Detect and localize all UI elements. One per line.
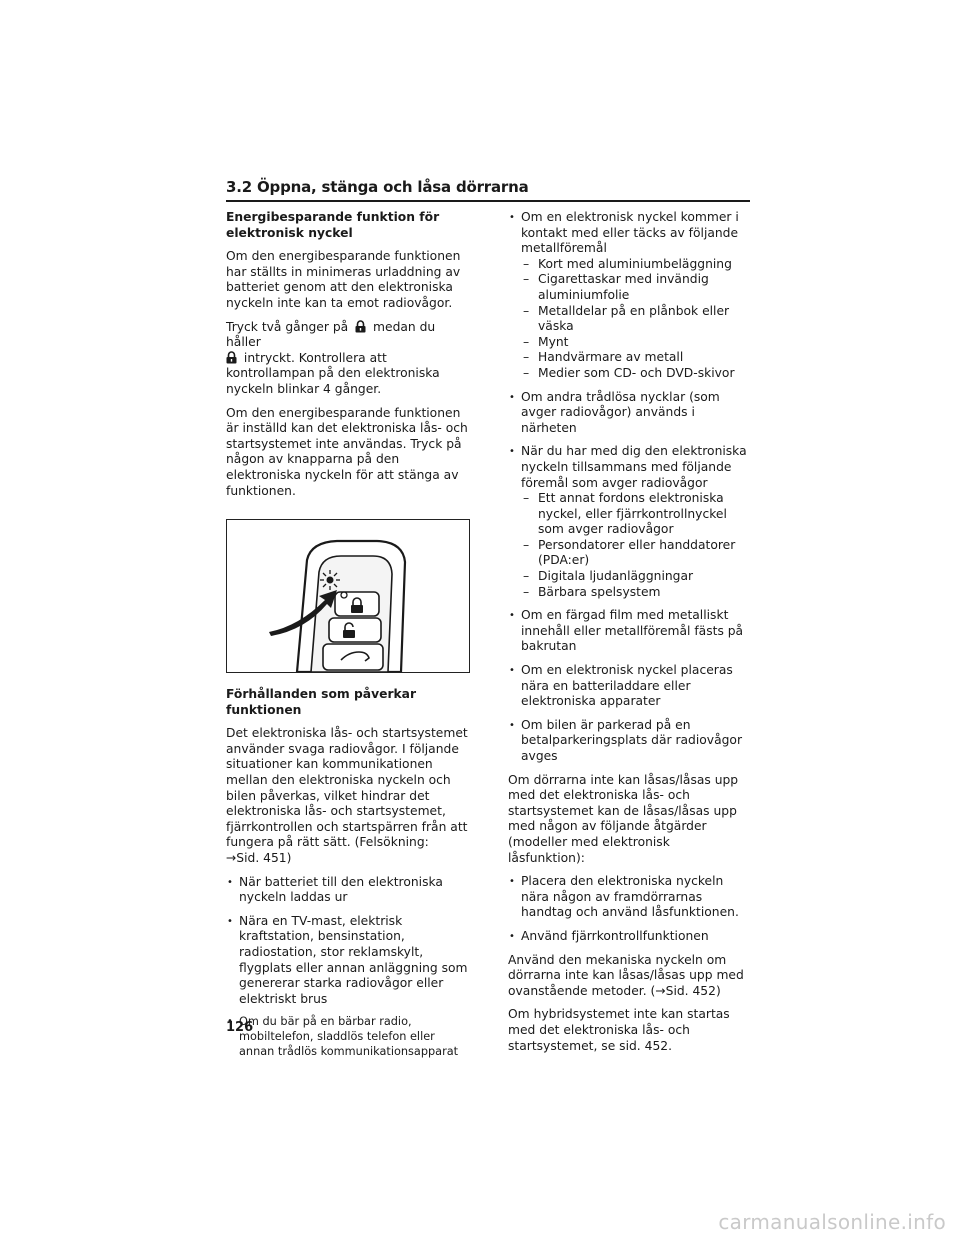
instruction-text-c: intryckt. Kontrollera att kontrollampan på den elektroniska nyckeln blinkar 4 gånger. bbox=[226, 350, 440, 396]
heading-energy-saving: Energibesparande funktion för elektronisk nyckel bbox=[226, 210, 440, 240]
list-item: • Nära en TV-mast, elektrisk kraftstation, bensinstation, radiostation, stor reklamskylt, flygplats eller annan anläggning som genererar starka radiovågor eller elektriskt brus bbox=[226, 914, 470, 1008]
sub-list-item: – Mynt bbox=[521, 335, 750, 351]
paragraph-energy-intro: Om den energibesparande funktionen har ställts in minimeras urladdning av batteriet genom att den elektroniska nyckeln inte kan ta emot radiovågor. bbox=[226, 249, 461, 310]
paragraph-conditions bbox=[226, 726, 470, 866]
page-reference-link[interactable]: →Sid. 451) bbox=[226, 851, 292, 866]
section-header bbox=[226, 178, 750, 202]
section-divider bbox=[226, 200, 750, 202]
list-item: • När batteriet till den elektroniska nyckeln laddas ur bbox=[226, 875, 470, 906]
list-item: • Om du bär på en bärbar radio, mobiltelefon, sladdlös telefon eller annan trådlös kommunikationsapparat bbox=[226, 1015, 470, 1059]
list-item bbox=[508, 210, 750, 382]
list-item: • Om bilen är parkerad på en betalparkeringsplats där radiovågor avges bbox=[508, 718, 750, 765]
list-item: • Placera den elektroniska nyckeln nära någon av framdörrarnas handtag och använd låsfunktionen. bbox=[508, 874, 750, 921]
paragraph-hybrid-start: Om hybridsystemet inte kan startas med det elektroniska lås- och startsystemet, se sid. 452. bbox=[508, 1007, 730, 1053]
lock-actions-list bbox=[508, 874, 750, 944]
instruction-text-a: Tryck två gånger på bbox=[226, 319, 349, 334]
conditions-list bbox=[226, 875, 470, 1060]
list-item: • Om en elektronisk nyckel placeras nära en batteriladdare eller elektroniska apparater bbox=[508, 663, 750, 710]
right-column bbox=[508, 210, 750, 1062]
sub-list-item: – Kort med aluminiumbeläggning bbox=[521, 257, 750, 273]
list-item: • Använd fjärrkontrollfunktionen bbox=[508, 929, 750, 945]
list-item: • Om en färgad film med metalliskt innehåll eller metallföremål fästs på bakrutan bbox=[508, 608, 750, 655]
sub-list-item: – Metalldelar på en plånbok eller väska bbox=[521, 304, 750, 335]
lock-button-icon bbox=[355, 320, 366, 333]
sub-list-item: – Medier som CD- och DVD-skivor bbox=[521, 366, 750, 382]
metal-objects-list bbox=[521, 257, 750, 382]
key-fob-illustration bbox=[226, 519, 470, 673]
paragraph-energy-instructions bbox=[226, 320, 470, 398]
paragraph-energy-note: Om den energibesparande funktionen är inställd kan det elektroniska lås- och startsystemet inte användas. Tryck på någon av knapparna på den elektroniska nyckeln för att stänga av funktionen. bbox=[226, 405, 468, 498]
list-item: • Om andra trådlösa nycklar (som avger radiovågor) används i närheten bbox=[508, 390, 750, 437]
paragraph-conditions-text: Det elektroniska lås- och startsystemet använder svaga radiovågor. I följande situationer kan kommunikationen mellan den elektroniska nyckeln och bilen påverkas, vilket hindrar det elektroniska lås- och startsystemet, fjärrkontrollen och startspärren från att fungera på rätt sätt. (Felsökning: bbox=[226, 726, 468, 850]
list-item bbox=[508, 444, 750, 600]
paragraph-lock-alternatives: Om dörrarna inte kan låsas/låsas upp med det elektroniska lås- och startsystemet kan de låsas/låsas upp med någon av följande åtgärder (modeller med elektronisk låsfunktion): bbox=[508, 772, 739, 865]
section-title: 3.2 Öppna, stänga och låsa dörrarna bbox=[226, 178, 529, 196]
sub-list-item: – Ett annat fordons elektroniska nyckel, eller fjärrkontrollnyckel som avger radiovågor bbox=[521, 491, 750, 538]
sub-list-item: – Cigarettaskar med invändig aluminiumfolie bbox=[521, 272, 750, 303]
lock-button-icon bbox=[226, 351, 237, 364]
heading-conditions: Förhållanden som påverkar funktionen bbox=[226, 687, 417, 717]
sub-list-item: – Bärbara spelsystem bbox=[521, 585, 750, 601]
sub-list-item: – Digitala ljudanläggningar bbox=[521, 569, 750, 585]
watermark-text: carmanualsonline.info bbox=[718, 1210, 946, 1234]
left-column bbox=[226, 210, 470, 1067]
radio-devices-list bbox=[521, 491, 750, 600]
page-number: 126 bbox=[226, 1020, 254, 1035]
sub-list-item: – Persondatorer eller handdatorer (PDA:er) bbox=[521, 538, 750, 569]
sub-list-item: – Handvärmare av metall bbox=[521, 350, 750, 366]
paragraph-mechanical-key: Använd den mekaniska nyckeln om dörrarna inte kan låsas/låsas upp med ovanstående metoder. (→Sid. 452) bbox=[508, 952, 744, 998]
list-item-text: Om en elektronisk nyckel kommer i kontakt med eller täcks av följande metallföremål bbox=[521, 210, 739, 256]
list-item-text: När du har med dig den elektroniska nyckeln tillsammans med följande föremål som avger radiovågor bbox=[521, 444, 747, 490]
conditions-list-continued bbox=[508, 210, 750, 765]
instruction-text-b: medan du håller bbox=[226, 319, 436, 350]
